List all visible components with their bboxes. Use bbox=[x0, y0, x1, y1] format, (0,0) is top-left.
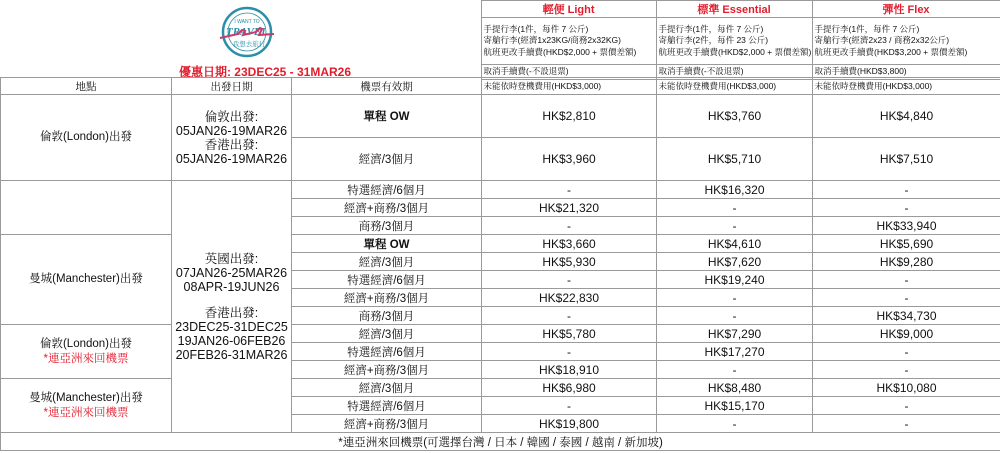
price-flex: HK$7,510 bbox=[813, 138, 1000, 181]
logo-text-main: TRAVEL bbox=[226, 26, 268, 38]
price-essential: - bbox=[657, 289, 813, 307]
ticket-type: 特選經濟/6個月 bbox=[292, 181, 482, 199]
feature-item: 航班更改手續費(HKD$3,200 + 票價差額) bbox=[814, 46, 968, 57]
price-essential: HK$15,170 bbox=[657, 397, 813, 415]
price-light: HK$3,960 bbox=[482, 138, 657, 181]
footnote: *連亞洲來回機票(可選擇台灣 / 日本 / 韓國 / 泰國 / 越南 / 新加坡) bbox=[1, 433, 1000, 451]
price-flex: - bbox=[813, 343, 1000, 361]
date-line: 23DEC25-31DEC25 bbox=[175, 319, 288, 334]
price-flex: - bbox=[813, 271, 1000, 289]
fare-features-flex bbox=[812, 18, 1000, 65]
feature-item: 寄艙行李(經濟2x23 / 商務2x32公斤) bbox=[814, 35, 950, 46]
ticket-type: 單程 OW bbox=[292, 95, 482, 138]
date-line: 20FEB26-31MAR26 bbox=[175, 347, 288, 362]
price-light: HK$3,660 bbox=[482, 235, 657, 253]
asia-note: *連亞洲來回機票 bbox=[43, 406, 129, 419]
ticket-type: 經濟+商務/3個月 bbox=[292, 289, 482, 307]
feature-item: 手提行李(1件，每件 7 公斤) bbox=[814, 23, 920, 34]
location-manchester: 曼城(Manchester)出發 bbox=[1, 235, 172, 325]
price-light: HK$18,910 bbox=[482, 361, 657, 379]
price-table bbox=[0, 77, 1000, 451]
location-label: 倫敦(London)出發 bbox=[39, 337, 133, 350]
asia-note: *連亞洲來回機票 bbox=[43, 352, 129, 365]
fare-features-essential bbox=[656, 18, 812, 65]
price-light: - bbox=[482, 217, 657, 235]
price-flex: - bbox=[813, 361, 1000, 379]
location-manchester-asia bbox=[1, 379, 172, 433]
price-light: HK$5,780 bbox=[482, 325, 657, 343]
fare-name-light: 輕便 Light bbox=[481, 1, 656, 18]
column-header-departure-date: 出發日期 bbox=[172, 78, 292, 95]
price-flex: HK$5,690 bbox=[813, 235, 1000, 253]
ticket-type: 經濟/3個月 bbox=[292, 138, 482, 181]
feature-item: 寄艙行李(2件，每件 23 公斤) bbox=[658, 35, 769, 46]
price-light: HK$6,980 bbox=[482, 379, 657, 397]
ticket-type: 特選經濟/6個月 bbox=[292, 343, 482, 361]
price-light: - bbox=[482, 181, 657, 199]
price-light: - bbox=[482, 343, 657, 361]
price-flex: - bbox=[813, 397, 1000, 415]
column-header-location: 地點 bbox=[1, 78, 172, 95]
departure-dates-uk bbox=[172, 181, 292, 433]
price-flex: HK$33,940 bbox=[813, 217, 1000, 235]
price-flex: HK$9,280 bbox=[813, 253, 1000, 271]
feature-item: 航班更改手續費(HKD$2,000 + 票價差額) bbox=[483, 46, 637, 57]
price-essential: HK$5,710 bbox=[657, 138, 813, 181]
ticket-type: 經濟/3個月 bbox=[292, 253, 482, 271]
date-line: 07JAN26-25MAR26 bbox=[175, 265, 288, 280]
ticket-type: 經濟+商務/3個月 bbox=[292, 199, 482, 217]
price-flex: HK$9,000 bbox=[813, 325, 1000, 343]
ticket-type: 特選經濟/6個月 bbox=[292, 397, 482, 415]
ticket-type: 單程 OW bbox=[292, 235, 482, 253]
date-line: 香港出發: bbox=[204, 137, 259, 152]
price-light: - bbox=[482, 271, 657, 289]
price-essential: HK$16,320 bbox=[657, 181, 813, 199]
price-light: HK$21,320 bbox=[482, 199, 657, 217]
location-label: 曼城(Manchester)出發 bbox=[29, 391, 143, 404]
price-flex: - bbox=[813, 181, 1000, 199]
price-light: - bbox=[482, 397, 657, 415]
fare-name-essential: 標準 Essential bbox=[656, 1, 812, 18]
feature-item: 航班更改手續費(HKD$2,000 + 票價差額) bbox=[658, 46, 812, 57]
fare-features-light bbox=[481, 18, 656, 65]
column-header-validity: 機票有效期 bbox=[292, 78, 482, 95]
fare-cancel-light: 取消手續費(-不設退票) bbox=[481, 65, 656, 80]
price-essential: - bbox=[657, 361, 813, 379]
price-essential: HK$19,240 bbox=[657, 271, 813, 289]
fare-cancel-essential: 取消手續費(-不設退票) bbox=[656, 65, 812, 80]
price-flex: - bbox=[813, 415, 1000, 433]
price-flex: HK$34,730 bbox=[813, 307, 1000, 325]
price-essential: - bbox=[657, 217, 813, 235]
column-header-blank bbox=[813, 78, 1000, 95]
price-flex: HK$10,080 bbox=[813, 379, 1000, 397]
price-essential: HK$17,270 bbox=[657, 343, 813, 361]
location-london: 倫敦(London)出發 bbox=[1, 95, 172, 181]
price-essential: HK$4,610 bbox=[657, 235, 813, 253]
price-light: - bbox=[482, 307, 657, 325]
ticket-type: 商務/3個月 bbox=[292, 307, 482, 325]
price-light: HK$5,930 bbox=[482, 253, 657, 271]
price-essential: HK$7,290 bbox=[657, 325, 813, 343]
column-header-blank bbox=[657, 78, 813, 95]
logo-text-top: I WANT TO bbox=[234, 19, 260, 25]
promo-period: 優惠日期: 23DEC25 - 31MAR26 bbox=[178, 65, 352, 79]
date-line: 08APR-19JUN26 bbox=[183, 279, 280, 294]
column-header-blank bbox=[482, 78, 657, 95]
ticket-type: 經濟+商務/3個月 bbox=[292, 361, 482, 379]
location-london-asia bbox=[1, 325, 172, 379]
date-line: 倫敦出發: bbox=[204, 109, 259, 124]
location-blank bbox=[1, 181, 172, 235]
fare-cancel-flex: 取消手續費(HKD$3,800) bbox=[812, 65, 1000, 80]
ticket-type: 經濟+商務/3個月 bbox=[292, 415, 482, 433]
price-light: HK$19,800 bbox=[482, 415, 657, 433]
fare-noshow-flex: 未能依時登機費用(HKD$3,000) bbox=[812, 80, 1000, 95]
price-essential: HK$8,480 bbox=[657, 379, 813, 397]
ticket-type: 經濟/3個月 bbox=[292, 379, 482, 397]
date-line: 香港出發: bbox=[204, 305, 259, 320]
date-line: 19JAN26-06FEB26 bbox=[177, 333, 286, 348]
feature-item: 寄艙行李(經濟1x23KG/商務2x32KG) bbox=[483, 35, 621, 46]
ticket-type: 特選經濟/6個月 bbox=[292, 271, 482, 289]
price-essential: HK$7,620 bbox=[657, 253, 813, 271]
feature-item: 手提行李(1件，每件 7 公斤) bbox=[658, 23, 764, 34]
price-essential: - bbox=[657, 415, 813, 433]
logo-text-cn: 我想去旅行 bbox=[232, 40, 266, 48]
price-essential: - bbox=[657, 307, 813, 325]
feature-item: 手提行李(1件，每件 7 公斤) bbox=[483, 23, 589, 34]
date-line: 05JAN26-19MAR26 bbox=[175, 123, 288, 138]
date-line: 英國出發: bbox=[204, 251, 259, 266]
price-flex: - bbox=[813, 199, 1000, 217]
price-essential: HK$3,760 bbox=[657, 95, 813, 138]
fare-noshow-light: 未能依時登機費用(HKD$3,000) bbox=[481, 80, 656, 95]
fare-noshow-essential: 未能依時登機費用(HKD$3,000) bbox=[656, 80, 812, 95]
ticket-type: 商務/3個月 bbox=[292, 217, 482, 235]
fare-name-flex: 彈性 Flex bbox=[812, 1, 1000, 18]
price-essential: - bbox=[657, 199, 813, 217]
date-spacer bbox=[172, 294, 291, 306]
travel-logo bbox=[216, 4, 278, 60]
departure-dates-london bbox=[172, 95, 292, 181]
price-light: HK$2,810 bbox=[482, 95, 657, 138]
price-flex: HK$4,840 bbox=[813, 95, 1000, 138]
price-light: HK$22,830 bbox=[482, 289, 657, 307]
ticket-type: 經濟/3個月 bbox=[292, 325, 482, 343]
price-flex: - bbox=[813, 289, 1000, 307]
date-line: 05JAN26-19MAR26 bbox=[175, 151, 288, 166]
